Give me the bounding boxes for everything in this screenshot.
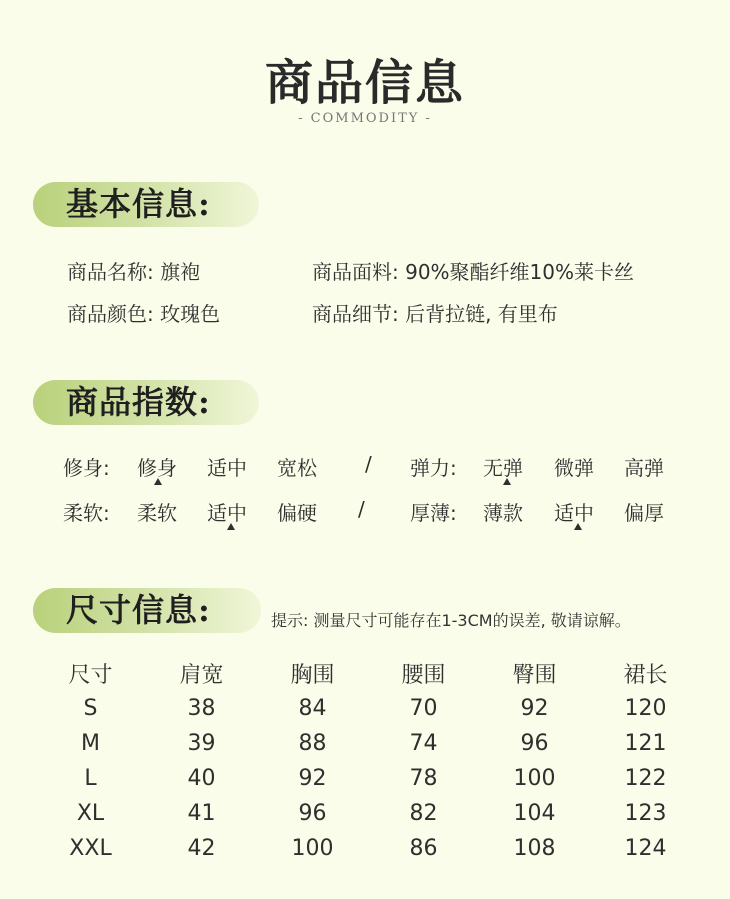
product-index-heading: 商品指数: [33,380,259,425]
separator: / [365,452,372,476]
size-info-heading: 尺寸信息: [33,588,261,633]
size-table [35,656,701,866]
elasticity-label: 弹力: [410,456,457,480]
column-header: 胸围 [290,663,335,688]
table-row [35,761,701,796]
table-cell: 92 [520,696,549,721]
table-cell: 104 [513,801,556,826]
fit-label: 修身: [63,456,110,480]
thickness-option-1: 薄款 [483,501,523,525]
table-cell: M [81,731,100,756]
fit-option-3: 宽松 [277,456,317,480]
softness-option-3: 偏硬 [277,501,317,525]
table-cell: 120 [624,696,667,721]
softness-option-1: 柔软 [137,501,177,525]
product-detail: 商品细节: 后背拉链, 有里布 [312,302,558,326]
elasticity-option-1: 无弹 [483,456,523,480]
column-header: 肩宽 [179,663,224,688]
thickness-option-3: 偏厚 [624,501,664,525]
table-cell: 88 [298,731,327,756]
elasticity-option-2: 微弹 [554,456,594,480]
table-cell: 100 [291,836,334,861]
table-cell: 96 [298,801,327,826]
fit-option-2: 适中 [207,456,247,480]
table-cell: 122 [624,766,667,791]
softness-option-2: 适中 [207,501,247,525]
page-subtitle: - COMMODITY - [298,111,432,126]
table-cell: 39 [187,731,216,756]
table-cell: L [84,766,97,791]
table-cell: 70 [409,696,438,721]
table-cell: 124 [624,836,667,861]
table-cell: 108 [513,836,556,861]
column-header: 裙长 [623,663,668,688]
table-cell: 82 [409,801,438,826]
selected-indicator-icon [574,523,582,530]
thickness-label: 厚薄: [410,501,457,525]
thickness-option-2: 适中 [554,501,594,525]
column-header: 尺寸 [68,663,113,688]
table-cell: 100 [513,766,556,791]
selected-indicator-icon [503,478,511,485]
selected-indicator-icon [154,478,162,485]
table-cell: 123 [624,801,667,826]
product-color: 商品颜色: 玫瑰色 [67,302,221,326]
fit-option-1: 修身 [137,456,177,480]
table-cell: 86 [409,836,438,861]
selected-indicator-icon [227,523,235,530]
table-cell: XXL [69,836,112,861]
product-name: 商品名称: 旗袍 [67,260,201,284]
table-cell: 41 [187,801,216,826]
product-fabric: 商品面料: 90%聚酯纤维10%莱卡丝 [312,260,635,284]
softness-label: 柔软: [63,501,110,525]
table-cell: 78 [409,766,438,791]
column-header: 臀围 [512,663,557,688]
table-row [35,831,701,866]
table-cell: 38 [187,696,216,721]
table-cell: 121 [624,731,667,756]
column-header: 腰围 [401,663,446,688]
table-row [35,726,701,761]
table-cell: S [83,696,98,721]
measurement-hint: 提示: 测量尺寸可能存在1-3CM的误差, 敬请谅解。 [271,611,631,630]
table-cell: 96 [520,731,549,756]
table-row [35,691,701,726]
table-header-row [35,656,701,691]
table-cell: 42 [187,836,216,861]
table-cell: 74 [409,731,438,756]
page-title: 商品信息 [264,55,465,111]
elasticity-option-3: 高弹 [624,456,664,480]
separator: / [358,497,365,521]
basic-info-heading: 基本信息: [33,182,259,227]
table-cell: 40 [187,766,216,791]
table-cell: XL [76,801,105,826]
table-cell: 92 [298,766,327,791]
table-row [35,796,701,831]
table-cell: 84 [298,696,327,721]
